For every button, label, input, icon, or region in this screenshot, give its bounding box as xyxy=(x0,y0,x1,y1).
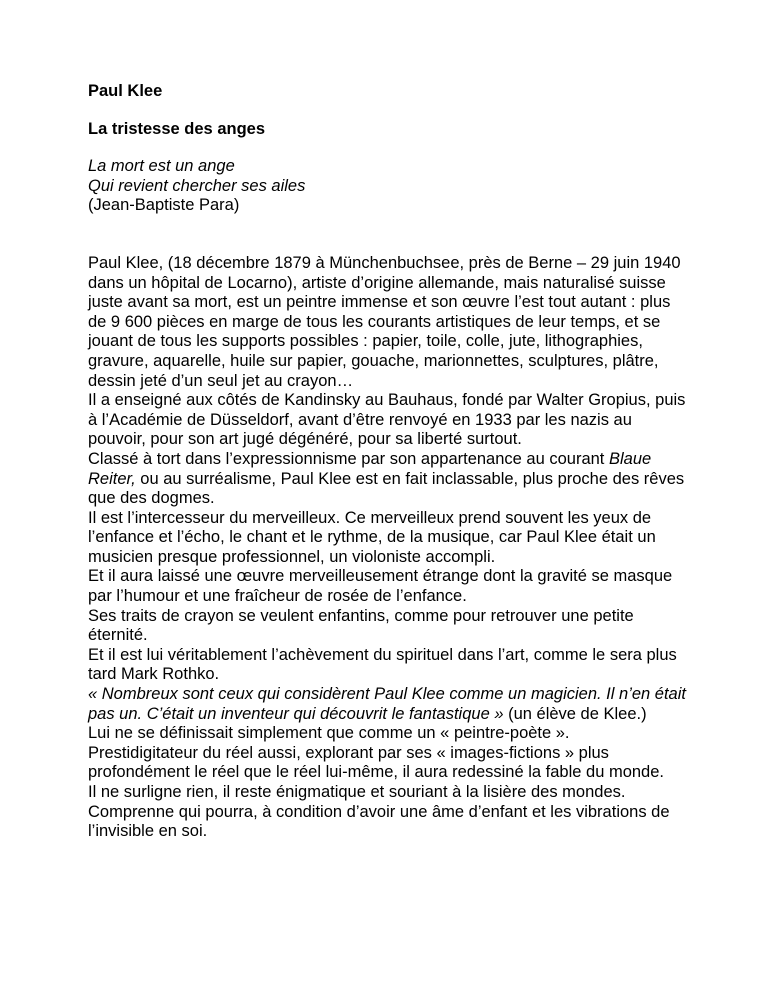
document-subtitle: La tristesse des anges xyxy=(88,119,266,138)
body-text xyxy=(88,254,688,842)
epigraph-source: (Jean-Baptiste Para) xyxy=(88,196,240,215)
paragraph-11: Il ne surligne rien, il reste énigmatique et souriant à la lisière des mondes. Comprenne qui pourra, à condition d’avoir une âme d’enfant et les vibrations de l’invisible en soi. xyxy=(88,783,670,841)
paragraph-5: Et il aura laissé une œuvre merveilleusement étrange dont la gravité se masque par l’humour et une fraîcheur de rosée de l’enfance. xyxy=(88,567,673,606)
paragraph-3-end: ou au surréalisme, Paul Klee est en fait inclassable, plus proche des rêves que des dogmes. xyxy=(88,469,685,508)
epigraph-line-1: La mort est un ange xyxy=(88,157,235,176)
paragraph-10: Prestidigitateur du réel aussi, explorant par ses « images-fictions » plus profondément le réel que le réel lui-même, il aura redessiné la fable du monde. xyxy=(88,743,664,782)
document-title: Paul Klee xyxy=(88,82,163,100)
paragraph-8-end: (un élève de Klee.) xyxy=(503,704,647,723)
paragraph-3 xyxy=(88,450,688,509)
paragraph-7: Et il est lui véritablement l’achèvement du spirituel dans l’art, comme le sera plus tard Mark Rothko. xyxy=(88,645,677,684)
epigraph-line-2: Qui revient chercher ses ailes xyxy=(88,176,306,195)
paragraph-3-italic: Blaue Reiter, xyxy=(88,449,652,488)
paragraph-6: Ses traits de crayon se veulent enfantins, comme pour retrouver une petite éternité. xyxy=(88,606,634,645)
paragraph-9: Lui ne se définissait simplement que comme un « peintre-poète ». xyxy=(88,724,570,743)
paragraph-1: Paul Klee, (18 décembre 1879 à Münchenbuchsee, près de Berne – 29 juin 1940 dans un hôpital de Locarno), artiste d’origine allemande, mais naturalisé suisse juste avant sa mort, est un peintre immense et son œuvre l’est tout autant : plus de 9 600 pièces en marge de tous les courants artistiques de leur temps, et se jouant de tous les supports possibles : papier, toile, colle, jute, lithographies, gravure, aquarelle, huile sur papier, gouache, marionnettes, sculptures, plâtre, dessin jeté d’un seul jet au crayon… xyxy=(88,253,681,390)
paragraph-2: Il a enseigné aux côtés de Kandinsky au Bauhaus, fondé par Walter Gropius, puis à l’Académie de Düsseldorf, avant d’être renvoyé en 1933 par les nazis au pouvoir, pour son art jugé dégénéré, pour sa liberté surtout. xyxy=(88,391,686,449)
paragraph-8-quote: « Nombreux sont ceux qui considèrent Paul Klee comme un magicien. Il n’en était pas un. C’était un inventeur qui découvrit le fantastique » xyxy=(88,685,686,723)
paragraph-8 xyxy=(88,685,688,724)
paragraph-3-start: Classé à tort dans l’expressionnisme par son appartenance au courant xyxy=(88,449,609,468)
epigraph xyxy=(88,157,688,216)
paragraph-4: Il est l’intercesseur du merveilleux. Ce merveilleux prend souvent les yeux de l’enfance et l’écho, le chant et le rythme, de la musique, car Paul Klee était un musicien presque professionnel, un violoniste accompli. xyxy=(88,508,656,566)
